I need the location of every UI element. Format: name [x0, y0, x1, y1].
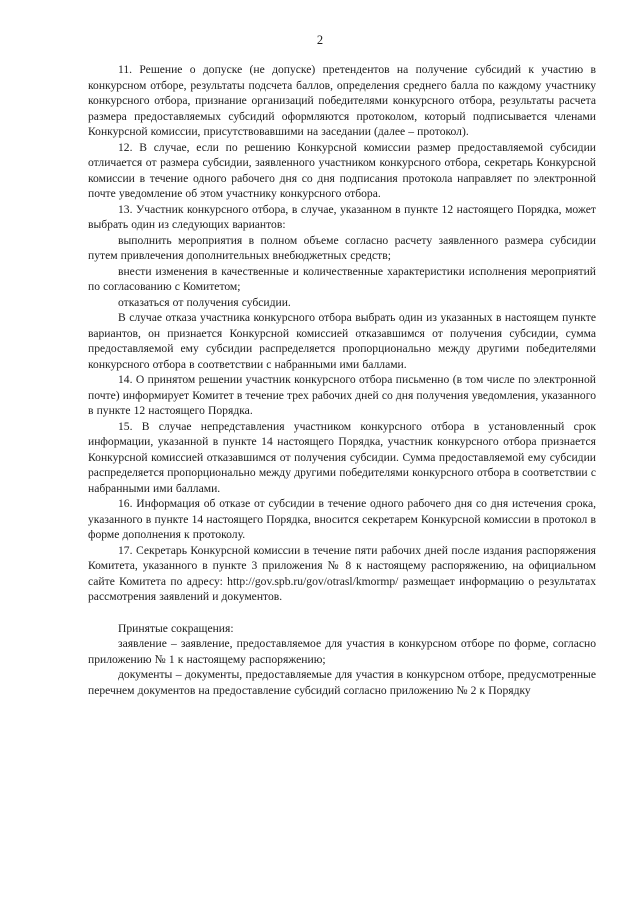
- page-number: 2: [316, 33, 324, 47]
- section-spacer: [88, 605, 596, 621]
- option-fulfil-activities: выполнить мероприятия в полном объеме согласно расчету заявленного размера субсидии путем привлечения дополнительных внебюджетных средств;: [88, 233, 596, 262]
- option-change-characteristics: внести изменения в качественные и количественные характеристики исполнения мероприятий по согласованию с Комитетом;: [88, 264, 596, 293]
- paragraph-17: 17. Секретарь Конкурсной комиссии в течение пяти рабочих дней после издания распоряжения Комитета, указанного в пункте 3 приложения № 8 к настоящему распоряжению, на официальном сайте Комитета по адресу: http://gov.spb.ru/gov/otrasl/kmormp/ размещает информацию о результатах рассмотрения заявлений и документов.: [88, 543, 596, 603]
- paragraph-13-refusal: В случае отказа участника конкурсного отбора выбрать один из указанных в настоящем пункте вариантов, он признается Конкурсной комиссией отказавшимся от получения субсидии, сумма предоставляемой ему субсидии распределяется пропорционально между другими победителями конкурсного отбора в соответствии с набранными ими баллами.: [88, 311, 596, 371]
- abbreviations-heading: Принятые сокращения:: [118, 621, 234, 635]
- document-body: [88, 62, 596, 698]
- paragraph-15: 15. В случае непредставления участником конкурсного отбора в установленный срок информации, указанной в пункте 14 настоящего Порядка, участник конкурсного отбора признается Конкурсной комиссией отказавшимся от получения субсидии. Сумма предоставляемой ему субсидии распределяется пропорционально между другими победителями конкурсного отбора в соответствии с набранными ими баллами.: [88, 419, 596, 495]
- abbreviation-documents: документы – документы, предоставляемые для участия в конкурсном отборе, предусмотренные перечнем документов на предоставление субсидий согласно приложению № 2 к Порядку: [88, 668, 596, 697]
- abbreviation-application: заявление – заявление, предоставляемое для участия в конкурсном отборе по форме, согласно приложению № 1 к настоящему распоряжению;: [88, 637, 596, 666]
- paragraph-11: 11. Решение о допуске (не допуске) претендентов на получение субсидий к участию в конкурсном отборе, результаты подсчета баллов, определения среднего балла по каждому участнику конкурсного отбора, признание организаций победителями конкурсного отбора, результаты расчета размера предоставляемых субсидий оформляются протоколом, который подписывается членами Конкурсной комиссии, присутствовавшими на заседании (далее – протокол).: [88, 63, 596, 138]
- paragraph-13: 13. Участник конкурсного отбора, в случае, указанном в пункте 12 настоящего Порядка, может выбрать один из следующих вариантов:: [88, 202, 596, 231]
- paragraph-14: 14. О принятом решении участник конкурсного отбора письменно (в том числе по электронной почте) информирует Комитет в течение трех рабочих дней со дня получения уведомления, указанного в пункте 12 настоящего Порядка.: [88, 373, 596, 417]
- paragraph-16: 16. Информация об отказе от субсидии в течение одного рабочего дня со дня истечения срока, указанного в пункте 14 настоящего Порядка, вносится секретарем Конкурсной комиссии в протокол в форме дополнения к протоколу.: [88, 497, 596, 541]
- paragraph-12: 12. В случае, если по решению Конкурсной комиссии размер предоставляемой субсидии отличается от размера субсидии, заявленного участником конкурсного отбора, секретарь Конкурсной комиссии в течение одного рабочего дня со дня подписания протокола направляет по электронной почте уведомление об этом участнику конкурсного отбора.: [88, 140, 596, 200]
- option-refuse-subsidy: отказаться от получения субсидии.: [118, 295, 291, 309]
